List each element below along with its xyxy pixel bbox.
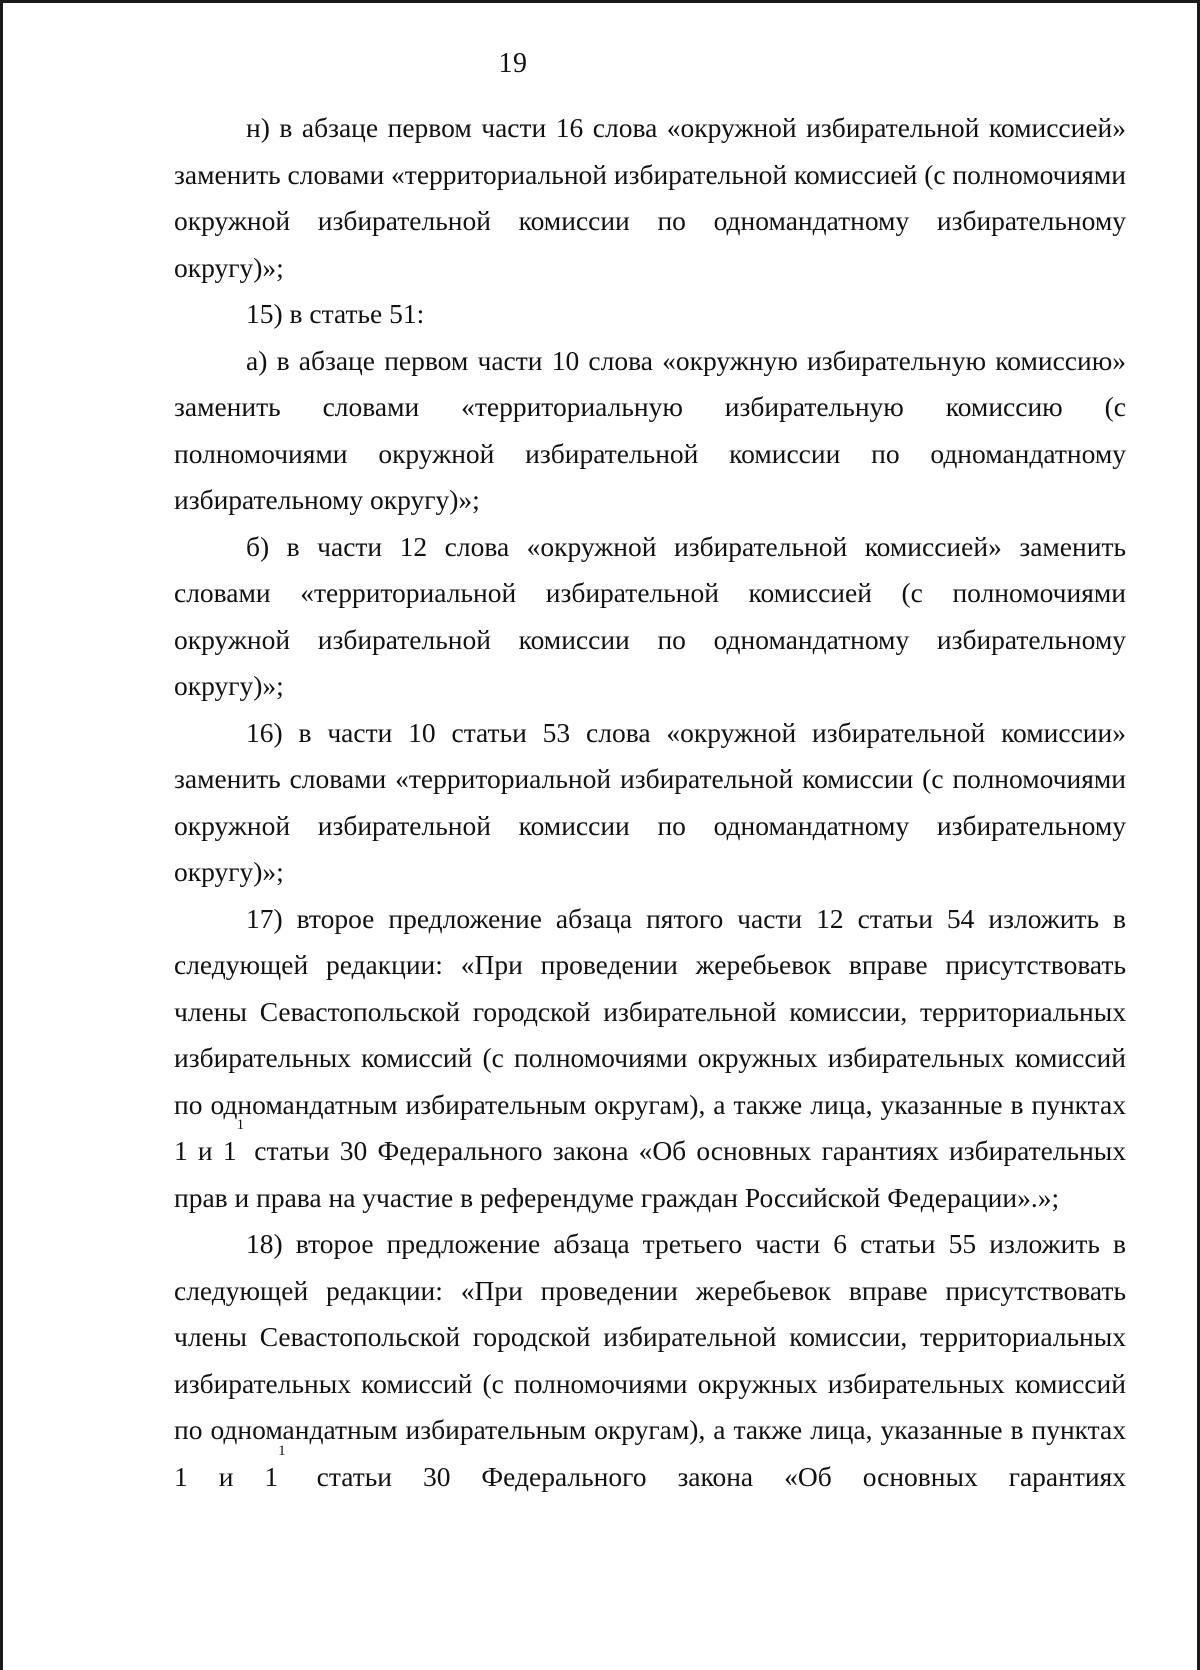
paragraph-18-text-a: 18) второе предложение абзаца третьего части 6 статьи 55 изложить в следующей редакции: «При проведении жеребьевок вправе присутствовать члены Севастопольской городской избирательной комиссии, территориальных избирательных комиссий (с полномочиями окружных избирательных комиссий по одномандатным избирательным округам), а также лица, указанные в пунктах 1 и 1 [174, 1228, 1126, 1492]
paragraph-17-text-a: 17) второе предложение абзаца пятого части 12 статьи 54 изложить в следующей редакции: «При проведении жеребьевок вправе присутствовать члены Севастопольской городской избирательной комиссии, территориальных избирательных комиссий (с полномочиями окружных избирательных комиссий по одномандатным избирательным округам), а также лица, указанные в пунктах 1 и 1 [174, 902, 1126, 1166]
paragraph-n: н) в абзаце первом части 16 слова «окружной избирательной комиссией» заменить словами «территориальной избирательной комиссией (с полномочиями окружной избирательной комиссии по одномандатному избирательному округу)»; [174, 112, 1126, 283]
document-body [174, 105, 1126, 1500]
paragraph-18-superscript: 1 [278, 1442, 286, 1459]
paragraph-18-text-b: статьи 30 Федерального закона «Об основных гарантиях [285, 1460, 1126, 1492]
paragraph-15b: б) в части 12 слова «окружной избирательной комиссией» заменить словами «территориальной избирательной комиссией (с полномочиями окружной избирательной комиссии по одномандатному избирательному округу)»; [174, 530, 1126, 701]
paragraph-17-superscript: 1 [236, 1117, 245, 1133]
paragraph-17-text-b: статьи 30 Федерального закона «Об основных гарантиях избирательных прав и права на участие в референдуме граждан Российской Федерации».»; [174, 1135, 1127, 1213]
paragraph-16: 16) в части 10 статьи 53 слова «окружной избирательной комиссии» заменить словами «территориальной избирательной комиссии (с полномочиями окружной избирательной комиссии по одномандатному избирательному округу)»; [174, 716, 1126, 887]
scan-border-top [0, 0, 1200, 3]
paragraph-18 [174, 1221, 1126, 1500]
paragraph-15a: а) в абзаце первом части 10 слова «окружную избирательную комиссию» заменить словами «территориальную избирательную комиссию (с полномочиями окружной избирательной комиссии по одномандатному избирательному округу)»; [174, 344, 1126, 515]
scan-border-left [0, 0, 3, 1670]
paragraph-17 [174, 896, 1126, 1222]
page-number-text: 19 [498, 48, 528, 79]
page-number [0, 44, 1200, 84]
paragraph-15: 15) в статье 51: [246, 298, 425, 329]
